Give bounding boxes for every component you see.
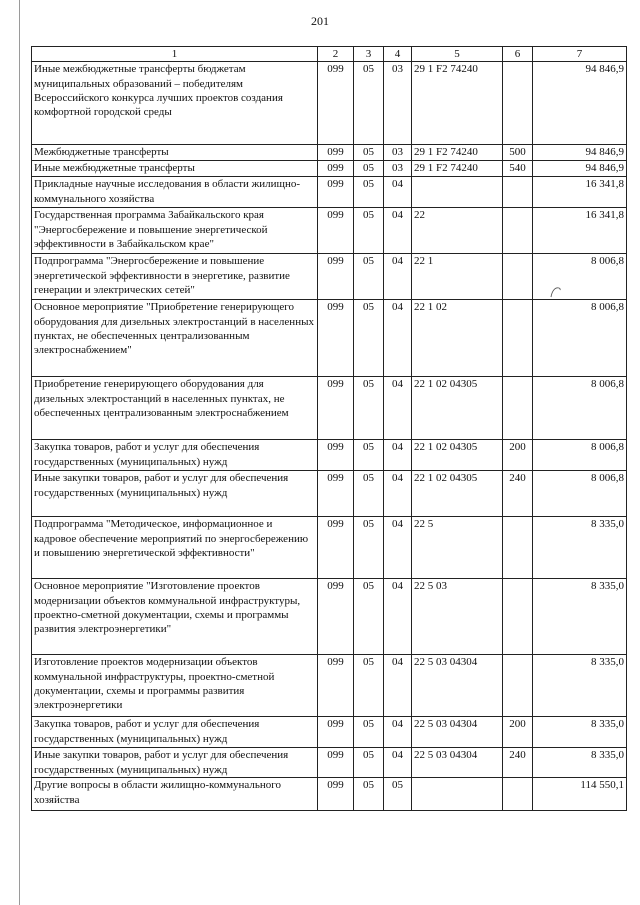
cell-expense-type (503, 377, 533, 440)
cell-expense-type (503, 300, 533, 377)
cell-grbs: 099 (318, 440, 354, 471)
cell-target-article (412, 778, 503, 811)
cell-subsection: 05 (384, 778, 412, 811)
cell-name: Государственная программа Забайкальского края "Энергосбережение и повышение энергетической эффективности в Забайкальском крае" (32, 208, 318, 254)
table-row (32, 517, 627, 579)
cell-section: 05 (354, 471, 384, 517)
cell-grbs: 099 (318, 717, 354, 748)
cell-target-article: 22 1 02 04305 (412, 377, 503, 440)
cell-subsection: 04 (384, 748, 412, 778)
cell-amount: 8 006,8 (533, 254, 627, 300)
cell-amount: 8 006,8 (533, 440, 627, 471)
cell-target-article (412, 177, 503, 208)
cell-subsection: 04 (384, 377, 412, 440)
cell-subsection: 03 (384, 161, 412, 177)
cell-expense-type (503, 208, 533, 254)
cell-section: 05 (354, 161, 384, 177)
cell-subsection: 04 (384, 655, 412, 717)
cell-expense-type: 240 (503, 471, 533, 517)
cell-target-article: 22 5 (412, 517, 503, 579)
table-row (32, 655, 627, 717)
header-cell: 6 (503, 47, 533, 62)
cell-amount: 8 006,8 (533, 471, 627, 517)
cell-grbs: 099 (318, 145, 354, 161)
header-cell: 3 (354, 47, 384, 62)
header-cell: 1 (32, 47, 318, 62)
cell-amount: 114 550,1 (533, 778, 627, 811)
cell-amount: 94 846,9 (533, 62, 627, 145)
table-row (32, 471, 627, 517)
cell-name: Основное мероприятие "Изготовление проектов модернизации объектов коммунальной инфраструктуры, проектно-сметной документации, схемы и программы развития электроэнергетики" (32, 579, 318, 655)
cell-amount: 16 341,8 (533, 177, 627, 208)
pen-mark (548, 285, 564, 299)
cell-section: 05 (354, 377, 384, 440)
cell-grbs: 099 (318, 579, 354, 655)
cell-subsection: 04 (384, 579, 412, 655)
cell-section: 05 (354, 655, 384, 717)
cell-amount: 8 335,0 (533, 655, 627, 717)
cell-grbs: 099 (318, 778, 354, 811)
cell-target-article: 29 1 F2 74240 (412, 161, 503, 177)
cell-expense-type (503, 655, 533, 717)
cell-name: Иные межбюджетные трансферты бюджетам муниципальных образований – победителям Всероссийского конкурса лучших проектов создания комфортной городской среды (32, 62, 318, 145)
cell-expense-type: 200 (503, 717, 533, 748)
table-row (32, 62, 627, 145)
cell-subsection: 04 (384, 471, 412, 517)
table-row (32, 208, 627, 254)
cell-amount: 16 341,8 (533, 208, 627, 254)
cell-section: 05 (354, 177, 384, 208)
cell-name: Подпрограмма "Энергосбережение и повышение энергетической эффективности в энергетике, развитие генерации и электрических сетей" (32, 254, 318, 300)
cell-section: 05 (354, 208, 384, 254)
cell-target-article: 22 5 03 04304 (412, 655, 503, 717)
cell-name: Прикладные научные исследования в области жилищно-коммунального хозяйства (32, 177, 318, 208)
table-row (32, 748, 627, 778)
cell-target-article: 22 (412, 208, 503, 254)
cell-section: 05 (354, 300, 384, 377)
cell-name: Иные закупки товаров, работ и услуг для обеспечения государственных (муниципальных) нужд (32, 748, 318, 778)
cell-expense-type (503, 517, 533, 579)
table-row (32, 161, 627, 177)
header-cell: 7 (533, 47, 627, 62)
cell-amount: 8 006,8 (533, 377, 627, 440)
cell-subsection: 03 (384, 62, 412, 145)
cell-amount: 8 335,0 (533, 579, 627, 655)
cell-target-article: 22 5 03 04304 (412, 748, 503, 778)
cell-name: Иные закупки товаров, работ и услуг для обеспечения государственных (муниципальных) нужд (32, 471, 318, 517)
cell-name: Иные межбюджетные трансферты (32, 161, 318, 177)
cell-subsection: 04 (384, 717, 412, 748)
cell-section: 05 (354, 62, 384, 145)
cell-expense-type: 200 (503, 440, 533, 471)
cell-expense-type (503, 254, 533, 300)
cell-expense-type (503, 778, 533, 811)
cell-name: Закупка товаров, работ и услуг для обеспечения государственных (муниципальных) нужд (32, 440, 318, 471)
cell-grbs: 099 (318, 748, 354, 778)
cell-grbs: 099 (318, 655, 354, 717)
table-row (32, 145, 627, 161)
cell-section: 05 (354, 748, 384, 778)
cell-section: 05 (354, 440, 384, 471)
cell-name: Основное мероприятие "Приобретение генерирующего оборудования для дизельных электростанций в населенных пунктах, не обеспеченных централизованным электроснабжением" (32, 300, 318, 377)
cell-grbs: 099 (318, 177, 354, 208)
cell-grbs: 099 (318, 62, 354, 145)
cell-name: Приобретение генерирующего оборудования для дизельных электростанций в населенных пунктах, не обеспеченных централизованным электроснабжением (32, 377, 318, 440)
cell-subsection: 04 (384, 517, 412, 579)
table-row (32, 254, 627, 300)
cell-target-article: 22 5 03 (412, 579, 503, 655)
cell-amount: 8 335,0 (533, 517, 627, 579)
table-row (32, 377, 627, 440)
cell-grbs: 099 (318, 161, 354, 177)
cell-grbs: 099 (318, 377, 354, 440)
cell-target-article: 22 1 (412, 254, 503, 300)
cell-subsection: 04 (384, 254, 412, 300)
table-row (32, 778, 627, 811)
cell-target-article: 22 1 02 04305 (412, 440, 503, 471)
cell-subsection: 04 (384, 177, 412, 208)
cell-target-article: 22 1 02 (412, 300, 503, 377)
cell-section: 05 (354, 717, 384, 748)
header-cell: 2 (318, 47, 354, 62)
cell-amount: 8 335,0 (533, 717, 627, 748)
cell-expense-type: 540 (503, 161, 533, 177)
cell-grbs: 099 (318, 300, 354, 377)
cell-target-article: 22 1 02 04305 (412, 471, 503, 517)
cell-subsection: 04 (384, 300, 412, 377)
cell-section: 05 (354, 254, 384, 300)
page-number: 201 (311, 14, 329, 28)
cell-target-article: 29 1 F2 74240 (412, 62, 503, 145)
cell-section: 05 (354, 145, 384, 161)
cell-name: Изготовление проектов модернизации объектов коммунальной инфраструктуры, проектно-сметной документации, схемы и программы развития электроэнергетики (32, 655, 318, 717)
cell-target-article: 29 1 F2 74240 (412, 145, 503, 161)
table-header-row (32, 47, 627, 62)
cell-name: Подпрограмма "Методическое, информационное и кадровое обеспечение мероприятий по энергосбережению и повышению энергетической эффективности" (32, 517, 318, 579)
cell-grbs: 099 (318, 208, 354, 254)
budget-table (31, 46, 627, 811)
cell-amount: 8 335,0 (533, 748, 627, 778)
cell-target-article: 22 5 03 04304 (412, 717, 503, 748)
cell-expense-type (503, 579, 533, 655)
header-cell: 4 (384, 47, 412, 62)
cell-subsection: 03 (384, 145, 412, 161)
cell-expense-type (503, 62, 533, 145)
table-row (32, 177, 627, 208)
cell-section: 05 (354, 517, 384, 579)
cell-subsection: 04 (384, 208, 412, 254)
cell-name: Межбюджетные трансферты (32, 145, 318, 161)
table-row (32, 717, 627, 748)
cell-name: Другие вопросы в области жилищно-коммунального хозяйства (32, 778, 318, 811)
header-cell: 5 (412, 47, 503, 62)
cell-subsection: 04 (384, 440, 412, 471)
cell-amount: 94 846,9 (533, 145, 627, 161)
table-row (32, 300, 627, 377)
cell-section: 05 (354, 778, 384, 811)
table-row (32, 440, 627, 471)
cell-grbs: 099 (318, 254, 354, 300)
cell-expense-type: 500 (503, 145, 533, 161)
table-row (32, 579, 627, 655)
cell-section: 05 (354, 579, 384, 655)
page-edge-line (19, 0, 20, 905)
cell-name: Закупка товаров, работ и услуг для обеспечения государственных (муниципальных) нужд (32, 717, 318, 748)
cell-expense-type (503, 177, 533, 208)
cell-expense-type: 240 (503, 748, 533, 778)
cell-grbs: 099 (318, 517, 354, 579)
cell-amount: 8 006,8 (533, 300, 627, 377)
cell-grbs: 099 (318, 471, 354, 517)
cell-amount: 94 846,9 (533, 161, 627, 177)
